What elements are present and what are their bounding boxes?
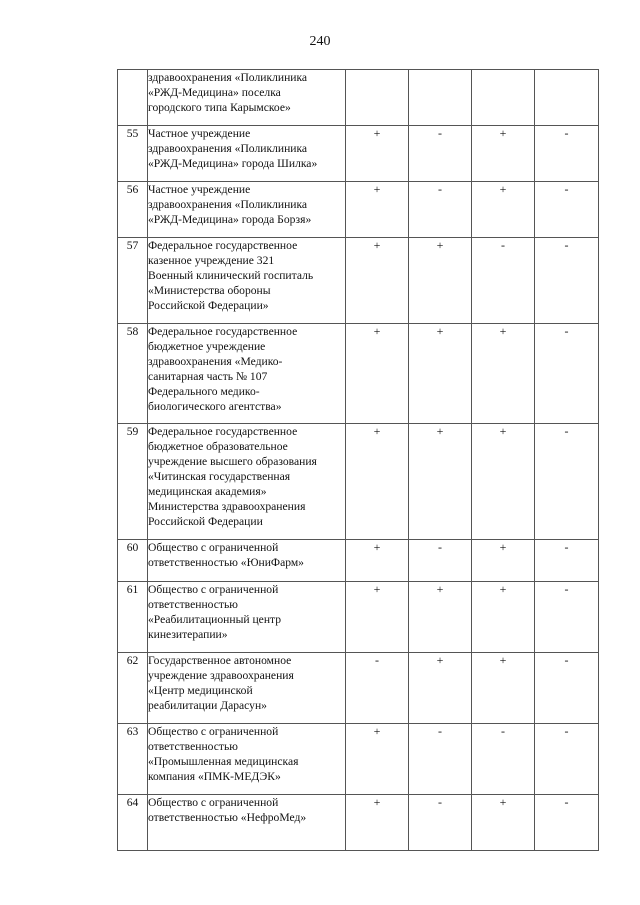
- mark-col-1: +: [346, 126, 409, 182]
- organization-name: Общество с ограниченной ответственностью «НефроМед»: [148, 795, 346, 851]
- table-body: [118, 70, 599, 851]
- mark-col-3: -: [472, 238, 535, 324]
- row-number: 56: [118, 182, 148, 238]
- organization-name: Общество с ограниченной ответственностью «Промышленная медицинская компания «ПМК-МЕДЭК»: [148, 724, 346, 795]
- mark-col-1: +: [346, 238, 409, 324]
- mark-col-4: [535, 70, 599, 126]
- table-row: [118, 540, 599, 582]
- mark-col-1: +: [346, 540, 409, 582]
- organizations-table: [117, 69, 599, 851]
- mark-col-4: -: [535, 324, 599, 424]
- mark-col-3: +: [472, 582, 535, 653]
- mark-col-1: +: [346, 424, 409, 540]
- organization-name: Частное учреждение здравоохранения «Поликлиника «РЖД-Медицина» города Шилка»: [148, 126, 346, 182]
- row-number: [118, 70, 148, 126]
- table-row: [118, 238, 599, 324]
- mark-col-4: -: [535, 424, 599, 540]
- organization-name: Федеральное государственное бюджетное образовательное учреждение высшего образования «Читинская государственная медицинская академия» Министерства здравоохранения Российской Федерации: [148, 424, 346, 540]
- mark-col-2: -: [409, 126, 472, 182]
- mark-col-4: -: [535, 653, 599, 724]
- mark-col-1: +: [346, 582, 409, 653]
- table-row: [118, 126, 599, 182]
- mark-col-3: +: [472, 424, 535, 540]
- table-row: [118, 70, 599, 126]
- mark-col-2: +: [409, 238, 472, 324]
- organization-name: Федеральное государственное бюджетное учреждение здравоохранения «Медико- санитарная часть № 107 Федерального медико- биологического агентства»: [148, 324, 346, 424]
- organization-name: Общество с ограниченной ответственностью «ЮниФарм»: [148, 540, 346, 582]
- mark-col-1: +: [346, 724, 409, 795]
- table-row: [118, 182, 599, 238]
- mark-col-3: +: [472, 126, 535, 182]
- row-number: 59: [118, 424, 148, 540]
- table-row: [118, 724, 599, 795]
- mark-col-4: -: [535, 582, 599, 653]
- mark-col-1: +: [346, 795, 409, 851]
- row-number: 61: [118, 582, 148, 653]
- mark-col-3: +: [472, 182, 535, 238]
- table-row: [118, 795, 599, 851]
- mark-col-3: [472, 70, 535, 126]
- row-number: 60: [118, 540, 148, 582]
- organization-name: Государственное автономное учреждение здравоохранения «Центр медицинской реабилитации Дарасун»: [148, 653, 346, 724]
- mark-col-2: -: [409, 724, 472, 795]
- mark-col-2: +: [409, 582, 472, 653]
- mark-col-1: [346, 70, 409, 126]
- mark-col-3: +: [472, 795, 535, 851]
- table-row: [118, 582, 599, 653]
- row-number: 63: [118, 724, 148, 795]
- mark-col-2: +: [409, 324, 472, 424]
- organization-name: Федеральное государственное казенное учреждение 321 Военный клинический госпиталь «Министерства обороны Российской Федерации»: [148, 238, 346, 324]
- mark-col-4: -: [535, 795, 599, 851]
- mark-col-4: -: [535, 126, 599, 182]
- page-number: 240: [309, 34, 331, 49]
- row-number: 55: [118, 126, 148, 182]
- row-number: 62: [118, 653, 148, 724]
- mark-col-4: -: [535, 540, 599, 582]
- mark-col-2: -: [409, 795, 472, 851]
- mark-col-2: +: [409, 653, 472, 724]
- mark-col-2: [409, 70, 472, 126]
- row-number: 64: [118, 795, 148, 851]
- organization-name: Частное учреждение здравоохранения «Поликлиника «РЖД-Медицина» города Борзя»: [148, 182, 346, 238]
- mark-col-2: -: [409, 540, 472, 582]
- mark-col-3: +: [472, 653, 535, 724]
- organization-name: Общество с ограниченной ответственностью «Реабилитационный центр кинезитерапии»: [148, 582, 346, 653]
- mark-col-4: -: [535, 724, 599, 795]
- mark-col-4: -: [535, 238, 599, 324]
- table-row: [118, 424, 599, 540]
- mark-col-1: +: [346, 182, 409, 238]
- mark-col-3: -: [472, 724, 535, 795]
- table-row: [118, 653, 599, 724]
- mark-col-2: -: [409, 182, 472, 238]
- table-row: [118, 324, 599, 424]
- mark-col-3: +: [472, 540, 535, 582]
- mark-col-2: +: [409, 424, 472, 540]
- row-number: 58: [118, 324, 148, 424]
- mark-col-3: +: [472, 324, 535, 424]
- mark-col-1: -: [346, 653, 409, 724]
- mark-col-1: +: [346, 324, 409, 424]
- organization-name: здравоохранения «Поликлиника «РЖД-Медицина» поселка городского типа Карымское»: [148, 70, 346, 126]
- row-number: 57: [118, 238, 148, 324]
- mark-col-4: -: [535, 182, 599, 238]
